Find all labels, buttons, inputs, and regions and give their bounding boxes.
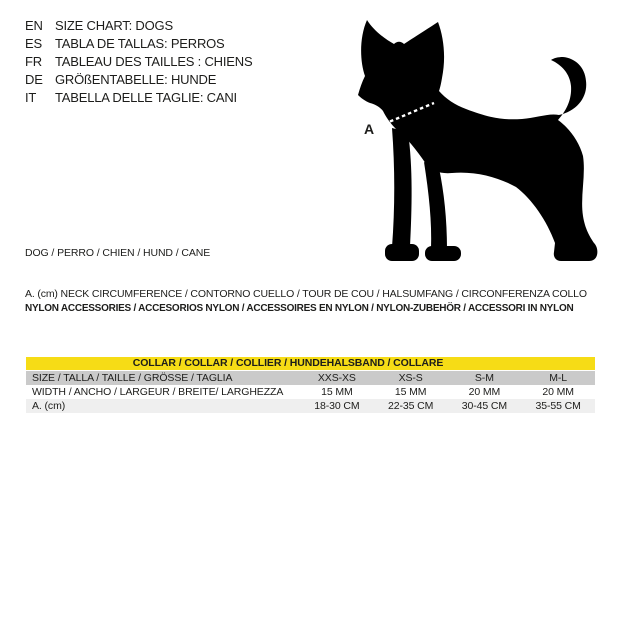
material-note: NYLON ACCESSORIES / ACCESORIOS NYLON / ACCESSOIRES EN NYLON / NYLON-ZUBEHÖR / ACCESSORI IN NYLON — [25, 303, 574, 314]
language-code: ES — [25, 36, 42, 51]
size-cell: XXS-XS — [317, 372, 356, 384]
collar-size-table — [26, 357, 595, 413]
language-row-en — [25, 17, 252, 35]
row-label: SIZE / TALLA / TAILLE / GRÖSSE / TAGLIA — [32, 372, 233, 384]
circumference-cell: 18-30 CM — [314, 400, 360, 412]
language-row-es — [25, 35, 252, 53]
table-row-size — [26, 371, 595, 385]
circumference-cell: 35-55 CM — [535, 400, 581, 412]
dog-measurement-diagram — [340, 0, 620, 290]
language-title: TABELLA DELLE TAGLIE: CANI — [55, 90, 237, 105]
language-row-it — [25, 89, 252, 107]
language-code: FR — [25, 54, 42, 69]
table-row-neck-circumference — [26, 399, 595, 413]
row-label: WIDTH / ANCHO / LARGEUR / BREITE/ LARGHEZZA — [32, 386, 284, 398]
size-cell: S-M — [474, 372, 494, 384]
language-list — [25, 17, 252, 107]
measurement-note: A. (cm) NECK CIRCUMFERENCE / CONTORNO CUELLO / TOUR DE COU / HALSUMFANG / CIRCONFERENZA COLLO — [25, 288, 587, 300]
language-code: EN — [25, 18, 43, 33]
language-code: DE — [25, 72, 43, 87]
circumference-cell: 30-45 CM — [461, 400, 508, 412]
language-title: SIZE CHART: DOGS — [55, 18, 173, 33]
size-cell: M-L — [549, 372, 568, 384]
circumference-cell: 22-35 CM — [387, 400, 434, 412]
width-cell: 20 MM — [542, 386, 574, 398]
language-row-fr — [25, 53, 252, 71]
row-label: A. (cm) — [32, 400, 66, 412]
language-row-de — [25, 71, 252, 89]
width-cell: 15 MM — [394, 386, 427, 398]
language-title: TABLEAU DES TAILLES : CHIENS — [55, 54, 253, 69]
width-cell: 15 MM — [321, 386, 353, 398]
table-row-width — [26, 385, 595, 399]
animal-caption: DOG / PERRO / CHIEN / HUND / CANE — [25, 247, 211, 259]
dog-silhouette-icon — [340, 0, 620, 290]
language-code: IT — [25, 90, 37, 105]
width-cell: 20 MM — [468, 386, 501, 398]
size-cell: XS-S — [398, 372, 423, 384]
measure-point-label: A — [364, 121, 375, 137]
language-title: GRÖßENTABELLE: HUNDE — [55, 72, 217, 87]
language-title: TABLA DE TALLAS: PERROS — [55, 36, 225, 51]
table-title: COLLAR / COLLAR / COLLIER / HUNDEHALSBAND / COLLARE — [26, 357, 595, 371]
